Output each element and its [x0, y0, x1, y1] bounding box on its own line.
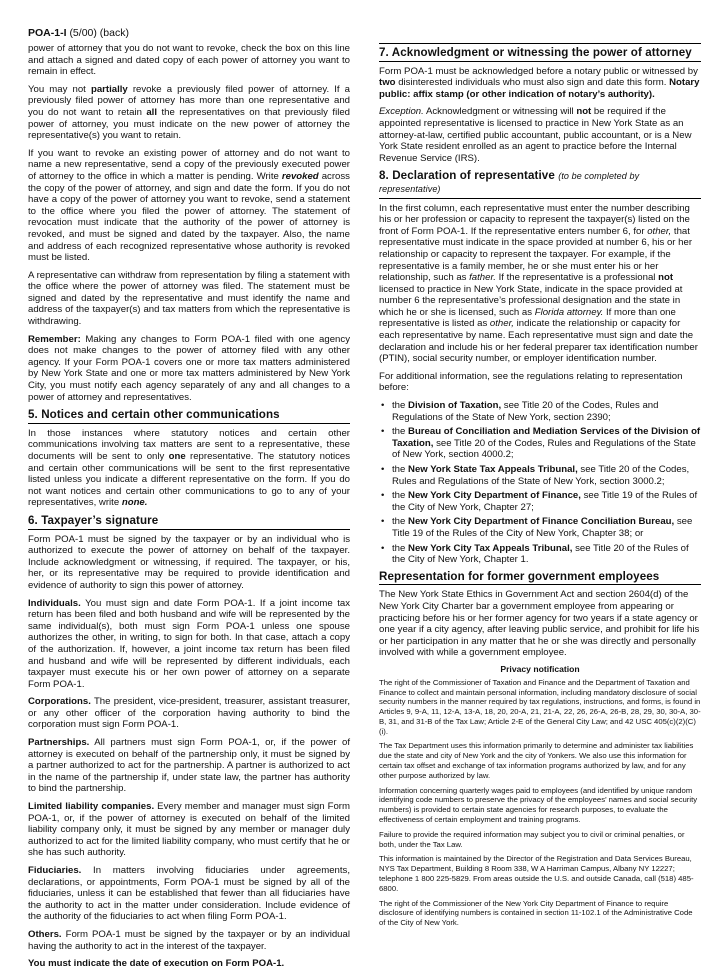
paragraph: You may not partially revoke a previously filed power of attorney. If a previously filed power of attorney has more than one representative and you do not want to retain all the representatives on that previously filed power of attorney, you must indicate on the new power of attorney the representative(s) you want to retain.	[28, 83, 351, 142]
paragraph: In the first column, each representative must enter the number describing his or her profession or capacity to represent the taxpayer(s) listed on the front of Form POA-1. If the representative enters number 6, for other, that representative must indicate in the space provided at number 6, his or her relationship or capacity to represent the taxpayer. For example, if the representative is a family member, he or she must enter his or her relationship, such as father. If the representative is a professional not licensed to practice in New York State, indicate in the space provided at number 6 the representative’s professional designation and the state in which he or she is licensed, such as Florida attorney. If more than one representative is listed as other, indicate the relationship or capacity for each representative by name. Each representative must sign and date the declaration and include his or her federal preparer tax identification number (PTIN), social security number, or employer identification number.	[379, 202, 698, 365]
left-column	[28, 43, 350, 976]
regulations-list	[379, 400, 701, 566]
paragraph: You must indicate the date of execution on Form POA-1.	[28, 958, 285, 970]
list-item: • the New York State Tax Appeals Tribunal, see Title 20 of the Codes, Rules and Regulations of the State of New York, section 3000.2;	[379, 464, 701, 487]
privacy-paragraph: The right of the Commissioner of Taxation and Finance and the Department of Taxation and Finance to collect and maintain personal information, including mandatory disclosure of social security numbers in the manner required by tax regulations, instructions, and forms, is found in Articles 9, 9-A, 11, 12-A, 13-A, 18, 20, 20-A, 21, 21-A, 22, 26, 26-A, 26-B, 28, 29, 30, 30-A, 30-B, 31, and 31-B of the Tax Law; Article 2-E of the General City Law; and 42 USC 405(c)(2)(C)(i).	[379, 677, 701, 736]
paragraph: Others. Form POA-1 must be signed by the taxpayer or by an individual having the authority to act in the interest of the taxpayer.	[28, 928, 350, 952]
paragraph: Partnerships. All partners must sign Form POA-1, or, if the power of attorney is executed on behalf of the partnership only, it must be signed by a partner authorized to act for the partnership. A partner is authorized to act in the name of the partnership if, under state law, the partner has authority to bind the partnership.	[28, 737, 350, 795]
paragraph: Individuals. You must sign and date Form POA-1. If a joint income tax return has been filed and both husband and wife will be represented by the same individual(s), both must sign Form POA-1 unless one spouse authorizes the other, in writing, to sign for both. In that case, attach a copy of the authorization. If, however, a joint income tax return has been filed and husband and wife will be represented by different individuals, each taxpayer must execute his or her own power of attorney on a separate Form POA-1.	[28, 597, 350, 690]
paragraph: If you want to revoke an existing power of attorney and do not want to name a new representative, send a copy of the previously executed power of attorney to the office in which a matter is pending. Write revoked across the copy of the power of attorney, and sign and date the form. If you do not have a copy of the power of attorney you want to revoke, send a statement to the office where you filed the power of attorney. The statement of revocation must indicate that the authority of the power of attorney is revoked, and must be signed and dated by the taxpayer. Also, the name and address of each recognized representative whose authority is revoked must be listed.	[28, 147, 350, 264]
list-item: • the New York City Tax Appeals Tribunal, see Title 20 of the Rules of the City of New York, Chapter 1.	[379, 543, 701, 566]
paragraph: For additional information, see the regulations relating to representation before:	[379, 370, 683, 394]
form-meta: (5/00) (back)	[69, 27, 129, 39]
paragraph: In those instances where statutory notices and certain other communications involving tax matters are sent to a representative, these documents will be sent to only one representative. The statutory notices and certain other communications will be sent to the first representative listed unless you indicate a different representative on the form. If you do not want notices and certain other communications to go to any of your representatives, write none.	[28, 427, 351, 509]
paragraph: Limited liability companies. Every member and manager must sign Form POA-1, or, if the power of attorney is executed on behalf of the limited liability company only, it must be signed by any member or manager duly authorized to act for the limited liability company, who must certify that he or she has such authority.	[28, 801, 350, 859]
section-heading-8: 8. Declaration of representative (to be completed by representative)	[379, 170, 701, 198]
paragraph: Form POA-1 must be acknowledged before a notary public or witnessed by two disinterested individuals who must also sign and date this form. Notary public: affix stamp (or other indication of notary’s authority).	[379, 65, 700, 100]
paragraph: The New York State Ethics in Government Act and section 2604(d) of the New York City Charter bar a government employee from appearing or practicing before his or her former agency for two years if a state agency or one year if a city agency, after leaving public service, and prohibit for life his or her participation in any matter that he or she was directly and personally involved with while a government employee.	[379, 589, 700, 659]
privacy-paragraph: Information concerning quarterly wages paid to employees (and identified by unique random identifying code numbers to preserve the privacy of the employees’ names and social security numbers) is provided to certain state agencies for research purposes, to evaluate the effectiveness of certain employment and training programs.	[379, 785, 698, 825]
section-heading-7: 7. Acknowledgment or witnessing the power of attorney	[379, 43, 701, 62]
paragraph: A representative can withdraw from representation by filing a statement with the office where the power of attorney was filed. The statement must be signed and dated by the representative and must identify the name and address of the taxpayer(s) and tax matters from which the representative is withdrawing.	[28, 269, 350, 328]
privacy-paragraph: Failure to provide the required information may subject you to civil or criminal penalties, or both, under the Tax Law.	[379, 829, 685, 849]
privacy-paragraph: The right of the Commissioner of the New York City Department of Finance to require disclosure of identifying numbers is contained in section 11-102.1 of the Administrative Code of the City of New York.	[379, 898, 693, 928]
paragraph: Form POA-1 must be signed by the taxpayer or by an individual who is authorized to execute the power of attorney on behalf of the taxpayer. Include acknowledgment or witnessing, if required. The taxpayer, or his, her, or its representative may be required to provide identification and evidence of authority to sign this power of attorney.	[28, 533, 350, 591]
form-header	[28, 27, 129, 39]
list-item: • the Bureau of Conciliation and Mediation Services of the Division of Taxation, see Title 20 of the Codes, Rules and Regulations of the State of New York, section 4000.2;	[379, 426, 701, 461]
privacy-paragraph: The Tax Department uses this information primarily to determine and administer tax liabilities due the state and city of New York and the city of Yonkers. We also use this information for certain tax offset and exchange of tax information programs authorized by law, and for any other purpose authorized by law.	[379, 741, 694, 780]
privacy-notification	[379, 665, 701, 928]
right-column	[379, 43, 701, 933]
list-item: • the New York City Department of Finance Conciliation Bureau, see Title 19 of the Rules of the City of New York, Chapter 38; or	[379, 516, 701, 539]
list-item: • the New York City Department of Finance, see Title 19 of the Rules of the City of New York, Chapter 27;	[379, 490, 701, 513]
paragraph: Remember: Making any changes to Form POA-1 filed with one agency does not make changes to the power of attorney filed with any other agency. If your Form POA-1 covers one or more tax matters administered by New York State and one or more tax matters administered by New York City, you must notify each agency separately of any and all changes to a power of attorney and representatives.	[28, 333, 350, 403]
paragraph: power of attorney that you do not want to revoke, check the box on this line and attach a signed and dated copy of each power of attorney you want to remain in effect.	[28, 43, 350, 78]
paragraph: Fiduciaries. In matters involving fiduciaries under agreements, declarations, or appointments, Form POA-1 must be signed by all of the fiduciaries, unless it can be established that fewer than all fiduciaries have the authority to act in the matter under consideration. Include evidence of the authority of the fiduciaries to act when filing Form POA-1.	[28, 865, 350, 923]
list-item: • the Division of Taxation, see Title 20 of the Codes, Rules and Regulations of the State of New York, section 2390;	[379, 400, 701, 423]
section-heading-5: 5. Notices and certain other communications	[28, 409, 350, 424]
privacy-title: Privacy notification	[500, 663, 580, 674]
privacy-paragraph: This information is maintained by the Director of the Registration and Data Services Bureau, NYS Tax Department, Building 8 Room 338, W A Harriman Campus, Albany NY 12227; telephone 1 800 225-5829. From areas outside the U.S. and outside Canada, call (518) 485-6800.	[379, 854, 694, 893]
section-heading-6: 6. Taxpayer’s signature	[28, 515, 350, 530]
form-id: POA-1-I	[28, 27, 67, 39]
section-heading-8-note: (to be completed by representative)	[379, 171, 640, 194]
paragraph: Exception. Acknowledgment or witnessing will not be required if the appointed representative is licensed to practice in New York State as an attorney-at-law, certified public accountant, public accountant, or is a New York State resident enrolled as an agent to practice before the Internal Revenue Service (IRS).	[379, 106, 692, 164]
paragraph: Corporations. The president, vice-president, treasurer, assistant treasurer, or any other officer of the corporation having authority to bind the corporation must sign Form POA-1.	[28, 696, 350, 731]
section-heading-former-employees: Representation for former government employees	[379, 571, 701, 586]
